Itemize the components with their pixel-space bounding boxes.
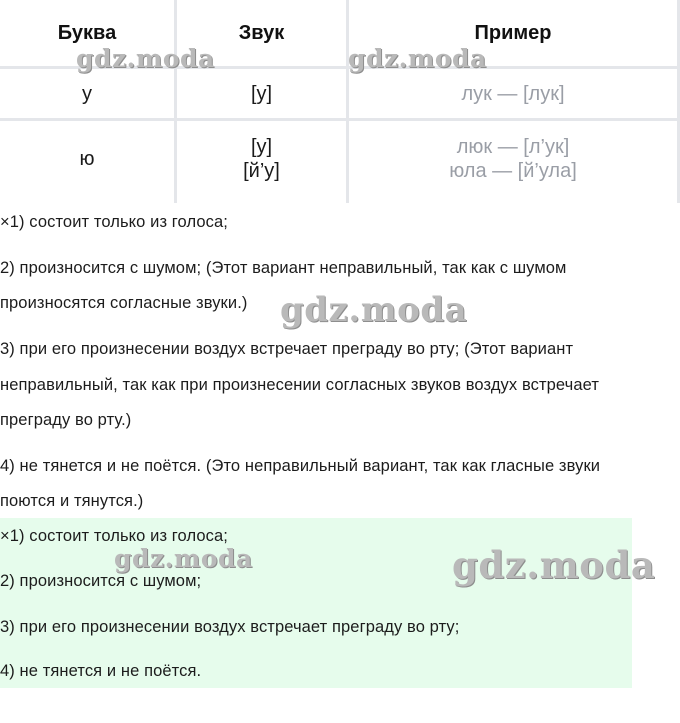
letter-sound-table (0, 0, 680, 203)
sound-transcription: [у] (250, 82, 273, 105)
answer-line: преграду во рту.) (0, 411, 132, 429)
row-letter: у (82, 82, 92, 105)
answer-line: 4) не тянется и не поётся. (Это неправильный вариант, так как гласные звуки (0, 457, 601, 475)
answer-line: 3) при его произнесении воздух встречает преграду во рту; (Этот вариант (0, 340, 574, 358)
watermark: gdz.moda (452, 543, 656, 587)
watermark: gdz.moda (76, 44, 215, 73)
answer-line: неправильный, так как при произнесении согласных звуков воздух встречает (0, 376, 599, 394)
watermark: gdz.moda (114, 544, 253, 573)
option-line: 2) произносится с шумом; (0, 572, 202, 590)
option-line: 3) при его произнесении воздух встречает преграду во рту; (0, 618, 460, 636)
option-line: 4) не тянется и не поётся. (0, 662, 202, 680)
answer-line: ×1) состоит только из голоса; (0, 213, 228, 231)
sound-transcription: [у] (250, 136, 273, 158)
header-example: Пример (474, 22, 552, 44)
watermark: gdz.moda (280, 290, 468, 330)
header-sound: Звук (238, 22, 285, 44)
answer-line: 2) произносится с шумом; (Этот вариант неправильный, так как с шумом (0, 259, 567, 277)
row-letter: ю (79, 148, 95, 170)
row-sound (177, 121, 346, 197)
example-word: лук — [лук] (461, 82, 565, 105)
header-letter: Буква (57, 22, 117, 44)
answer-line: произносятся согласные звуки.) (0, 294, 248, 312)
example-word: юла — [й’ула] (449, 160, 577, 182)
example-word: люк — [л’ук] (456, 136, 570, 158)
row-sound (177, 69, 346, 118)
row-example (349, 69, 677, 118)
watermark: gdz.moda (348, 44, 487, 73)
row-example (349, 121, 677, 197)
option-line: ×1) состоит только из голоса; (0, 527, 228, 545)
sound-transcription: [й’у] (243, 160, 280, 182)
answer-line: поются и тянутся.) (0, 492, 144, 510)
